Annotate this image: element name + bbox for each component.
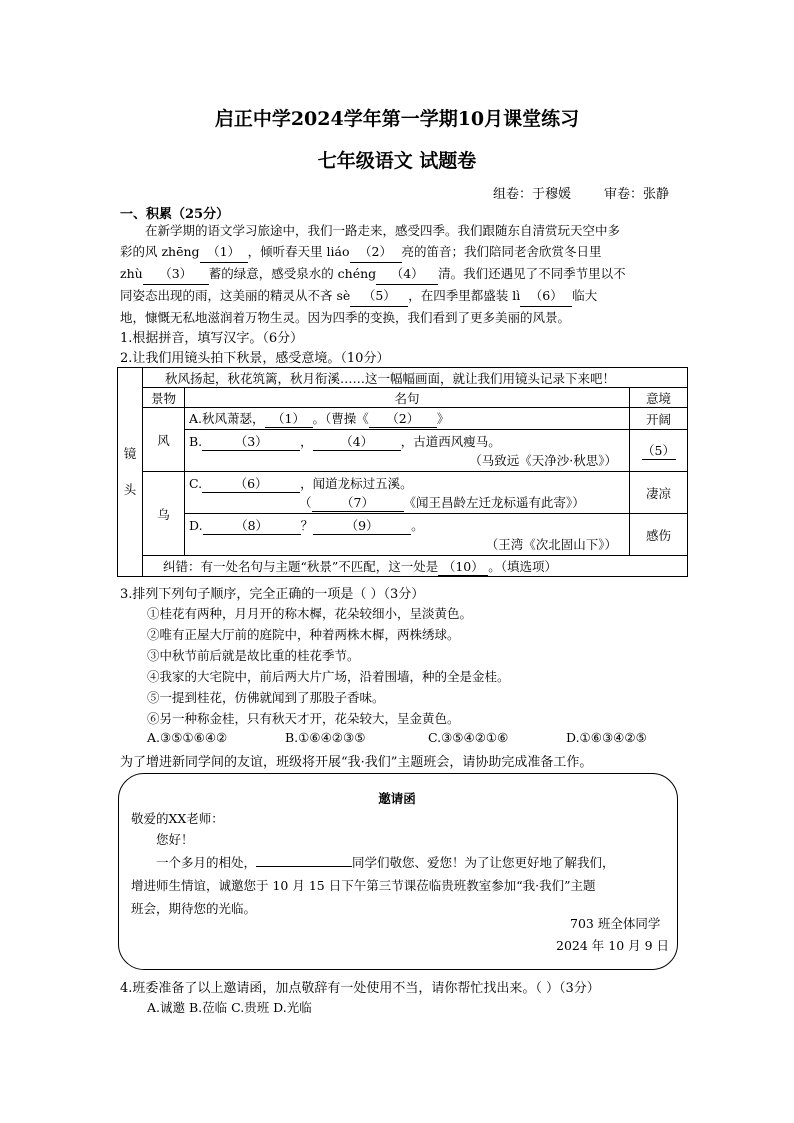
blank-t6[interactable]: （6） — [202, 474, 300, 493]
blank-t8[interactable]: （8） — [203, 516, 301, 535]
header-scene: 景物 — [143, 388, 185, 408]
passage-line-2: 彩的风 zhēng （1） ，倾听春天里 liáo （2） 亮的笛音；我们陪同老舍欣赏冬日里 — [120, 241, 680, 263]
quote-c: C. （6） ，闻道龙标过五溪。 （ （7） 《闻王昌龄左迁龙标遥有此寄》） — [185, 472, 630, 514]
passage-line-5: 地，慷慨无私地滋润着万物生灵。因为四季的变换，我们看到了更多美丽的风景。 — [120, 310, 571, 325]
invitation-hello: 您好！ — [156, 832, 194, 847]
mood-d: 感伤 — [630, 514, 688, 556]
sentence-4: ④我家的大宅院中，前后两大片广场，沿着围墙，种的全是金桂。 — [147, 669, 510, 684]
blank-5[interactable]: （5） — [350, 285, 408, 307]
question-4: 4.班委准备了以上邀请函，加点敬辞有一处使用不当，请你帮忙找出来。（ ）（3分） — [120, 981, 600, 996]
invitation-title: 邀请函 — [378, 791, 416, 806]
source-b: （马致远《天净沙·秋思》） — [469, 453, 617, 468]
blank-t1[interactable]: （1） — [265, 409, 313, 428]
source-d: （王湾《次北固山下》） — [485, 537, 617, 552]
setter: 组卷：于穆媛 — [493, 187, 572, 202]
lens-intro: 秋风扬起，秋花筑篱，秋月衔溪……这一幅幅画面，就让我们用镜头记录下来吧！ — [143, 368, 688, 388]
mood-a: 开阔 — [630, 408, 688, 430]
blank-t4[interactable]: （4） — [313, 432, 401, 451]
question-4-options[interactable]: A.诚邀 B.莅临 C.贵班 D.光临 — [147, 1000, 312, 1015]
sentence-6: ⑥另一种称金桂，只有秋天才开，花朵较大，呈金黄色。 — [147, 711, 460, 726]
sentence-2: ②唯有正屋大厅前的庭院中，种着两株木樨，两株绣球。 — [147, 627, 460, 642]
blank-4[interactable]: （4） — [376, 263, 438, 285]
mood-b — [630, 430, 688, 472]
mood-c: 凄凉 — [630, 472, 688, 514]
invitation-blank[interactable] — [256, 866, 352, 867]
quote-a: A.秋风萧瑟， （1） 。（曹操《 （2） 》 — [185, 408, 630, 430]
invitation-sign: 703 班全体同学 — [570, 916, 661, 931]
blank-t5[interactable]: （5） — [642, 443, 675, 458]
blank-1[interactable]: （1） — [200, 241, 248, 263]
blank-6[interactable]: （6） — [520, 285, 572, 307]
invitation-body-2: 增进师生情谊，诚邀您于 10 月 15 日下午第三节课莅临贵班教室参加“我·我们”主题 — [131, 878, 596, 893]
question-3: 3.排列下列句子顺序，完全正确的一项是（ ）（3分） — [120, 587, 425, 602]
lens-side-label: 镜头 — [118, 368, 143, 577]
blank-3[interactable]: （3） — [143, 263, 209, 285]
exam-subtitle: 七年级语文 试题卷 — [317, 150, 477, 172]
blank-t7[interactable]: （7） — [312, 493, 404, 512]
scene-bird: 乌 — [143, 472, 185, 556]
activity-intro: 为了增进新同学间的友谊，班级将开展“我·我们”主题班会，请协助完成准备工作。 — [120, 755, 593, 770]
invitation-body-1: 一个多月的相处， 同学们敬您、爱您！为了让您更好地了解我们， — [156, 855, 615, 870]
reviewer: 审卷：张静 — [604, 187, 670, 202]
option-c[interactable]: C.③⑤④②①⑥ — [428, 730, 509, 745]
source-c: （ （7） 《闻王昌龄左迁龙标遥有此寄》） — [299, 494, 585, 510]
question-1: 1.根据拼音，填写汉字。（6分） — [120, 331, 304, 346]
scene-wind: 风 — [143, 408, 185, 472]
invitation-date: 2024 年 10 月 9 日 — [556, 938, 670, 953]
blank-t10[interactable]: （10） — [438, 557, 488, 576]
lens-footer: 纠错：有一处名句与主题“秋景”不匹配，这一处是 （10） 。（填选项） — [143, 556, 688, 577]
header-quote: 名句 — [185, 388, 630, 408]
invitation-body-3: 班会，期待您的光临。 — [131, 901, 257, 916]
blank-2[interactable]: （2） — [350, 241, 402, 263]
passage-line-1: 在新学期的语文学习旅途中，我们一路走来，感受四季。我们跟随东自清赏玩天空中多 — [145, 223, 621, 238]
option-d[interactable]: D.①⑥③④②⑤ — [566, 730, 647, 745]
blank-t2[interactable]: （2） — [369, 409, 437, 428]
option-b[interactable]: B.①⑥④②③⑤ — [285, 730, 366, 745]
blank-t9[interactable]: （9） — [313, 516, 411, 535]
sentence-3: ③中秋节前后就是故比重的桂花季节。 — [147, 648, 360, 663]
header-mood: 意境 — [630, 388, 688, 408]
section-heading: 一、积累（25分） — [120, 207, 230, 222]
question-2: 2.让我们用镜头拍下秋景，感受意境。（10分） — [120, 351, 390, 366]
option-a[interactable]: A.③⑤①⑥④② — [147, 730, 228, 745]
blank-t3[interactable]: （3） — [202, 432, 300, 451]
passage-line-3: zhù （3） 蓄的绿意，感受泉水的 chéng （4） 清。我们还遇见了不同季节里以不 — [120, 263, 680, 285]
passage-line-4: 同姿态出现的雨，这美丽的精灵从不吝 sè （5） ，在四季里都盛装 lì （6） 临大 — [120, 285, 680, 307]
quote-d: D. （8） ？ （9） 。 （王湾《次北固山下》） — [185, 514, 630, 556]
sentence-5: ⑤一提到桂花，仿佛就闻到了那股子香味。 — [147, 690, 385, 705]
exam-title: 启正中学2024学年第一学期10月课堂练习 — [214, 108, 580, 130]
sentence-1: ①桂花有两种，月月开的称木樨，花朵较细小，呈淡黄色。 — [147, 606, 473, 621]
quote-b: B. （3） ， （4） ，古道西风瘦马。 （马致远《天净沙·秋思》） — [185, 430, 630, 472]
invitation-greeting: 敬爱的XX老师： — [131, 811, 224, 826]
passage — [120, 220, 680, 328]
lens-table — [117, 367, 688, 577]
